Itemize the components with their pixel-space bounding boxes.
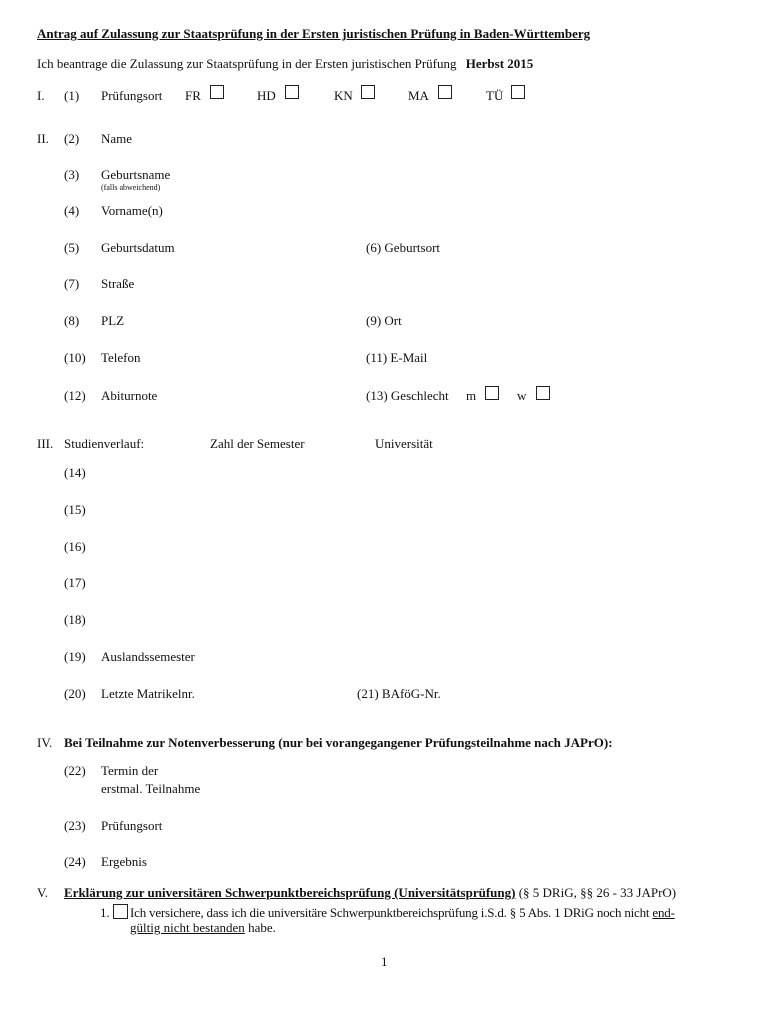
option-fr-label: FR	[185, 88, 201, 103]
field-22-number: (22)	[64, 763, 86, 778]
section-2-roman: II.	[37, 131, 49, 146]
field-8-number: (8)	[64, 313, 80, 328]
study-row-17: (17)	[64, 575, 86, 590]
declaration-text-end: habe.	[244, 920, 276, 935]
field-5-number: (5)	[64, 240, 80, 255]
field-10-number: (10)	[64, 350, 86, 365]
study-row-14: (14)	[64, 465, 86, 480]
geburtsdatum-label: Geburtsdatum	[101, 240, 175, 255]
bafoeg-label: (21) BAföG-Nr.	[357, 686, 441, 701]
option-kn-checkbox[interactable]	[361, 85, 375, 99]
geburtsname-note: (falls abweichend)	[101, 183, 161, 192]
field-24-number: (24)	[64, 854, 86, 869]
field-20-number: (20)	[64, 686, 86, 701]
option-ma-label: MA	[408, 88, 429, 103]
section-3-roman: III.	[37, 436, 54, 451]
section-5-heading-line	[64, 885, 676, 901]
declaration-text-line1	[130, 905, 675, 921]
form-title: Antrag auf Zulassung zur Staatsprüfung in der Ersten juristischen Prüfung in Baden-Württemberg	[37, 26, 591, 41]
section-5-heading-reference: (§ 5 DRiG, §§ 26 - 33 JAPrO)	[515, 885, 677, 900]
intro-line	[37, 56, 533, 72]
name-label: Name	[101, 131, 133, 146]
section-5-heading: Erklärung zur universitären Schwerpunktbereichsprüfung (Universitätsprüfung)	[64, 885, 516, 900]
option-tu-label: TÜ	[486, 88, 504, 103]
telefon-label: Telefon	[101, 350, 141, 365]
semester-column-header: Zahl der Semester	[210, 436, 305, 451]
option-fr-checkbox[interactable]	[210, 85, 224, 99]
field-12-number: (12)	[64, 388, 86, 403]
intro-text: Ich beantrage die Zulassung zur Staatsprüfung in der Ersten juristischen Prüfung	[37, 56, 457, 71]
field-19-number: (19)	[64, 649, 86, 664]
notenverbesserung-pruefungsort-label: Prüfungsort	[101, 818, 163, 833]
field-3-number: (3)	[64, 167, 80, 182]
ergebnis-label: Ergebnis	[101, 854, 147, 869]
study-row-18: (18)	[64, 612, 86, 627]
study-row-16: (16)	[64, 539, 86, 554]
field-7-number: (7)	[64, 276, 80, 291]
geschlecht-m-label: m	[466, 388, 477, 403]
section-4-heading: Bei Teilnahme zur Notenverbesserung (nur bei vorangegangener Prüfungsteilnahme nach JAPrO):	[64, 735, 613, 750]
option-tu-checkbox[interactable]	[511, 85, 525, 99]
geschlecht-w-label: w	[517, 388, 527, 403]
field-2-number: (2)	[64, 131, 80, 146]
option-kn-label: KN	[334, 88, 353, 103]
geschlecht-m-checkbox[interactable]	[485, 386, 499, 400]
page-number: 1	[381, 954, 388, 969]
matrikelnr-label: Letzte Matrikelnr.	[101, 686, 195, 701]
termin-label-line2: erstmal. Teilnahme	[101, 781, 201, 796]
ort-label: (9) Ort	[366, 313, 402, 328]
declaration-text-line2	[130, 920, 276, 936]
pruefungsort-label: Prüfungsort	[101, 88, 163, 103]
geschlecht-w-checkbox[interactable]	[536, 386, 550, 400]
declaration-item-number: 1.	[100, 905, 110, 920]
auslandssemester-label: Auslandssemester	[101, 649, 195, 664]
abiturnote-label: Abiturnote	[101, 388, 158, 403]
field-23-number: (23)	[64, 818, 86, 833]
intro-term: Herbst 2015	[465, 56, 534, 71]
geschlecht-label: (13) Geschlecht	[366, 388, 449, 403]
geburtsort-label: (6) Geburtsort	[366, 240, 441, 255]
declaration-underlined-start: end-	[652, 905, 675, 920]
termin-label-line1: Termin der	[101, 763, 159, 778]
strasse-label: Straße	[101, 276, 135, 291]
universitaet-column-header: Universität	[375, 436, 433, 451]
field-1-number: (1)	[64, 88, 80, 103]
declaration-underlined-end: gültig nicht bestanden	[130, 920, 245, 935]
study-row-15: (15)	[64, 502, 86, 517]
email-label: (11) E-Mail	[366, 350, 428, 365]
section-1-roman: I.	[37, 88, 45, 103]
declaration-text: Ich versichere, dass ich die universitäre Schwerpunktbereichsprüfung i.S.d. § 5 Abs. 1 DRiG noch nicht	[130, 905, 650, 920]
section-4-roman: IV.	[37, 735, 53, 750]
vorname-label: Vorname(n)	[101, 203, 163, 218]
geburtsname-label: Geburtsname	[101, 167, 171, 182]
declaration-checkbox[interactable]	[113, 904, 128, 919]
section-5-roman: V.	[37, 885, 48, 900]
field-4-number: (4)	[64, 203, 80, 218]
studienverlauf-label: Studienverlauf:	[64, 436, 145, 451]
option-ma-checkbox[interactable]	[438, 85, 452, 99]
plz-label: PLZ	[101, 313, 125, 328]
option-hd-checkbox[interactable]	[285, 85, 299, 99]
option-hd-label: HD	[257, 88, 276, 103]
